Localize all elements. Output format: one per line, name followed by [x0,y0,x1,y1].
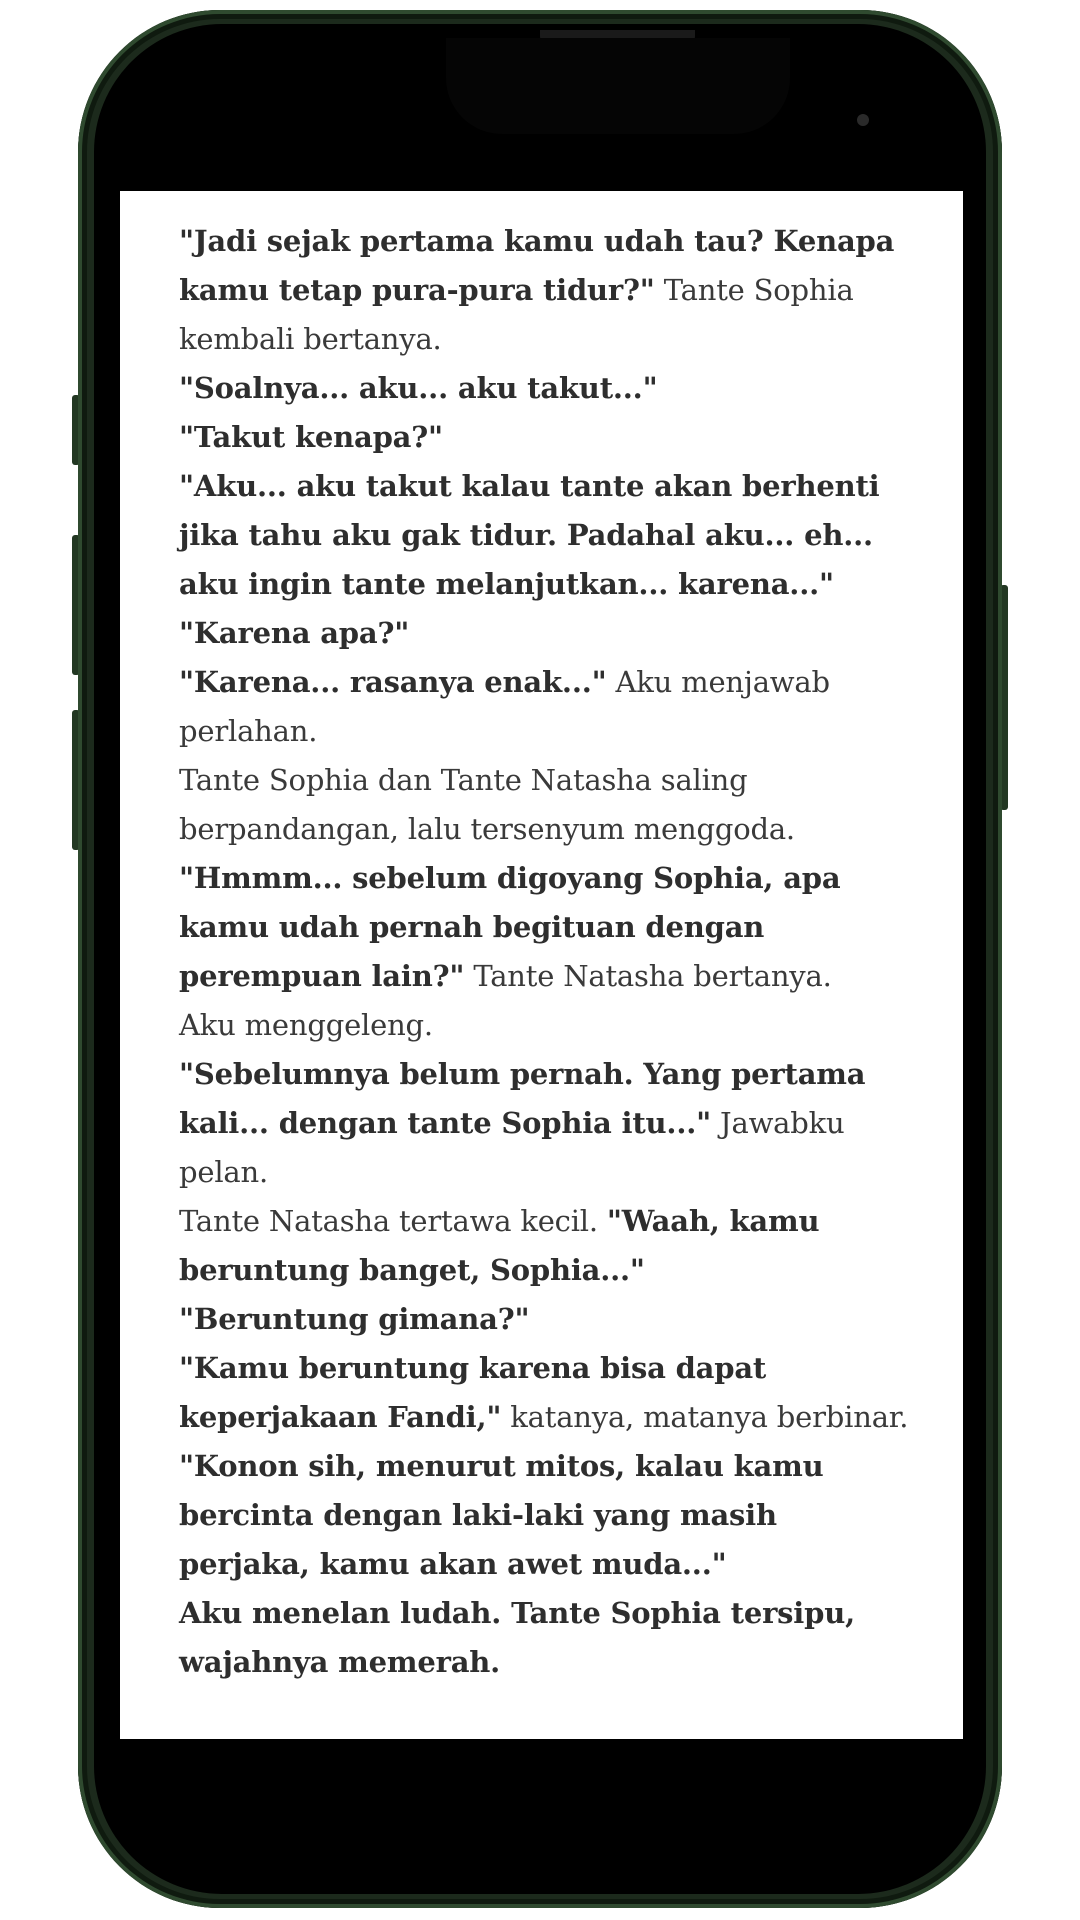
dialogue-text: "Konon sih, menurut mitos, kalau kamu bercinta dengan laki-laki yang masih perjaka, kamu akan awet muda..." [179,1449,824,1581]
dialogue-text: "Karena... rasanya enak..." [179,665,607,699]
story-paragraph [179,1295,914,1344]
dialogue-text: "Takut kenapa?" [179,420,443,454]
narration-text: katanya, matanya berbinar. [501,1400,909,1434]
notch [446,38,790,134]
narration-text: Aku menjawab perlahan. [179,665,830,748]
story-text [179,217,914,1687]
narration-text: Jawabku pelan. [179,1106,845,1189]
narration-text: Tante Natasha bertanya. [464,959,832,993]
story-paragraph [179,413,914,462]
story-paragraph [179,462,914,609]
story-paragraph [179,658,914,756]
dialogue-text: "Sebelumnya belum pernah. Yang pertama kali... dengan tante Sophia itu..." [179,1057,866,1140]
dialogue-text: "Kamu beruntung karena bisa dapat keperjakaan Fandi," [179,1351,767,1434]
narration-text: Tante Sophia dan Tante Natasha saling berpandangan, lalu tersenyum menggoda. [179,763,795,846]
dialogue-text: "Soalnya... aku... aku takut..." [179,371,658,405]
story-paragraph [179,854,914,1001]
dialogue-text: "Hmmm... sebelum digoyang Sophia, apa kamu udah pernah begituan dengan perempuan lain?" [179,861,841,993]
story-paragraph [179,1344,914,1589]
narration-text: Aku menggeleng. [179,1008,433,1042]
story-paragraph [179,756,914,854]
story-paragraph [179,364,914,413]
dialogue-text: "Karena apa?" [179,616,410,650]
dialogue-text: "Aku... aku takut kalau tante akan berhenti jika tahu aku gak tidur. Padahal aku... eh... aku ingin tante melanjutkan... karena..." [179,469,880,601]
camera-icon [857,114,869,126]
dialogue-text: Aku menelan ludah. Tante Sophia tersipu, wajahnya memerah. [179,1596,855,1679]
story-paragraph [179,1589,914,1687]
phone-screen[interactable] [120,191,963,1739]
story-paragraph [179,609,914,658]
dialogue-text: "Jadi sejak pertama kamu udah tau? Kenapa kamu tetap pura-pura tidur?" [179,224,895,307]
story-paragraph [179,1050,914,1197]
story-paragraph [179,1001,914,1050]
story-paragraph [179,217,914,364]
story-paragraph [179,1197,914,1295]
dialogue-text: "Beruntung gimana?" [179,1302,530,1336]
narration-text: Tante Sophia kembali bertanya. [179,273,854,356]
narration-text: Tante Natasha tertawa kecil. [179,1204,607,1238]
dialogue-text: "Waah, kamu beruntung banget, Sophia..." [179,1204,820,1287]
